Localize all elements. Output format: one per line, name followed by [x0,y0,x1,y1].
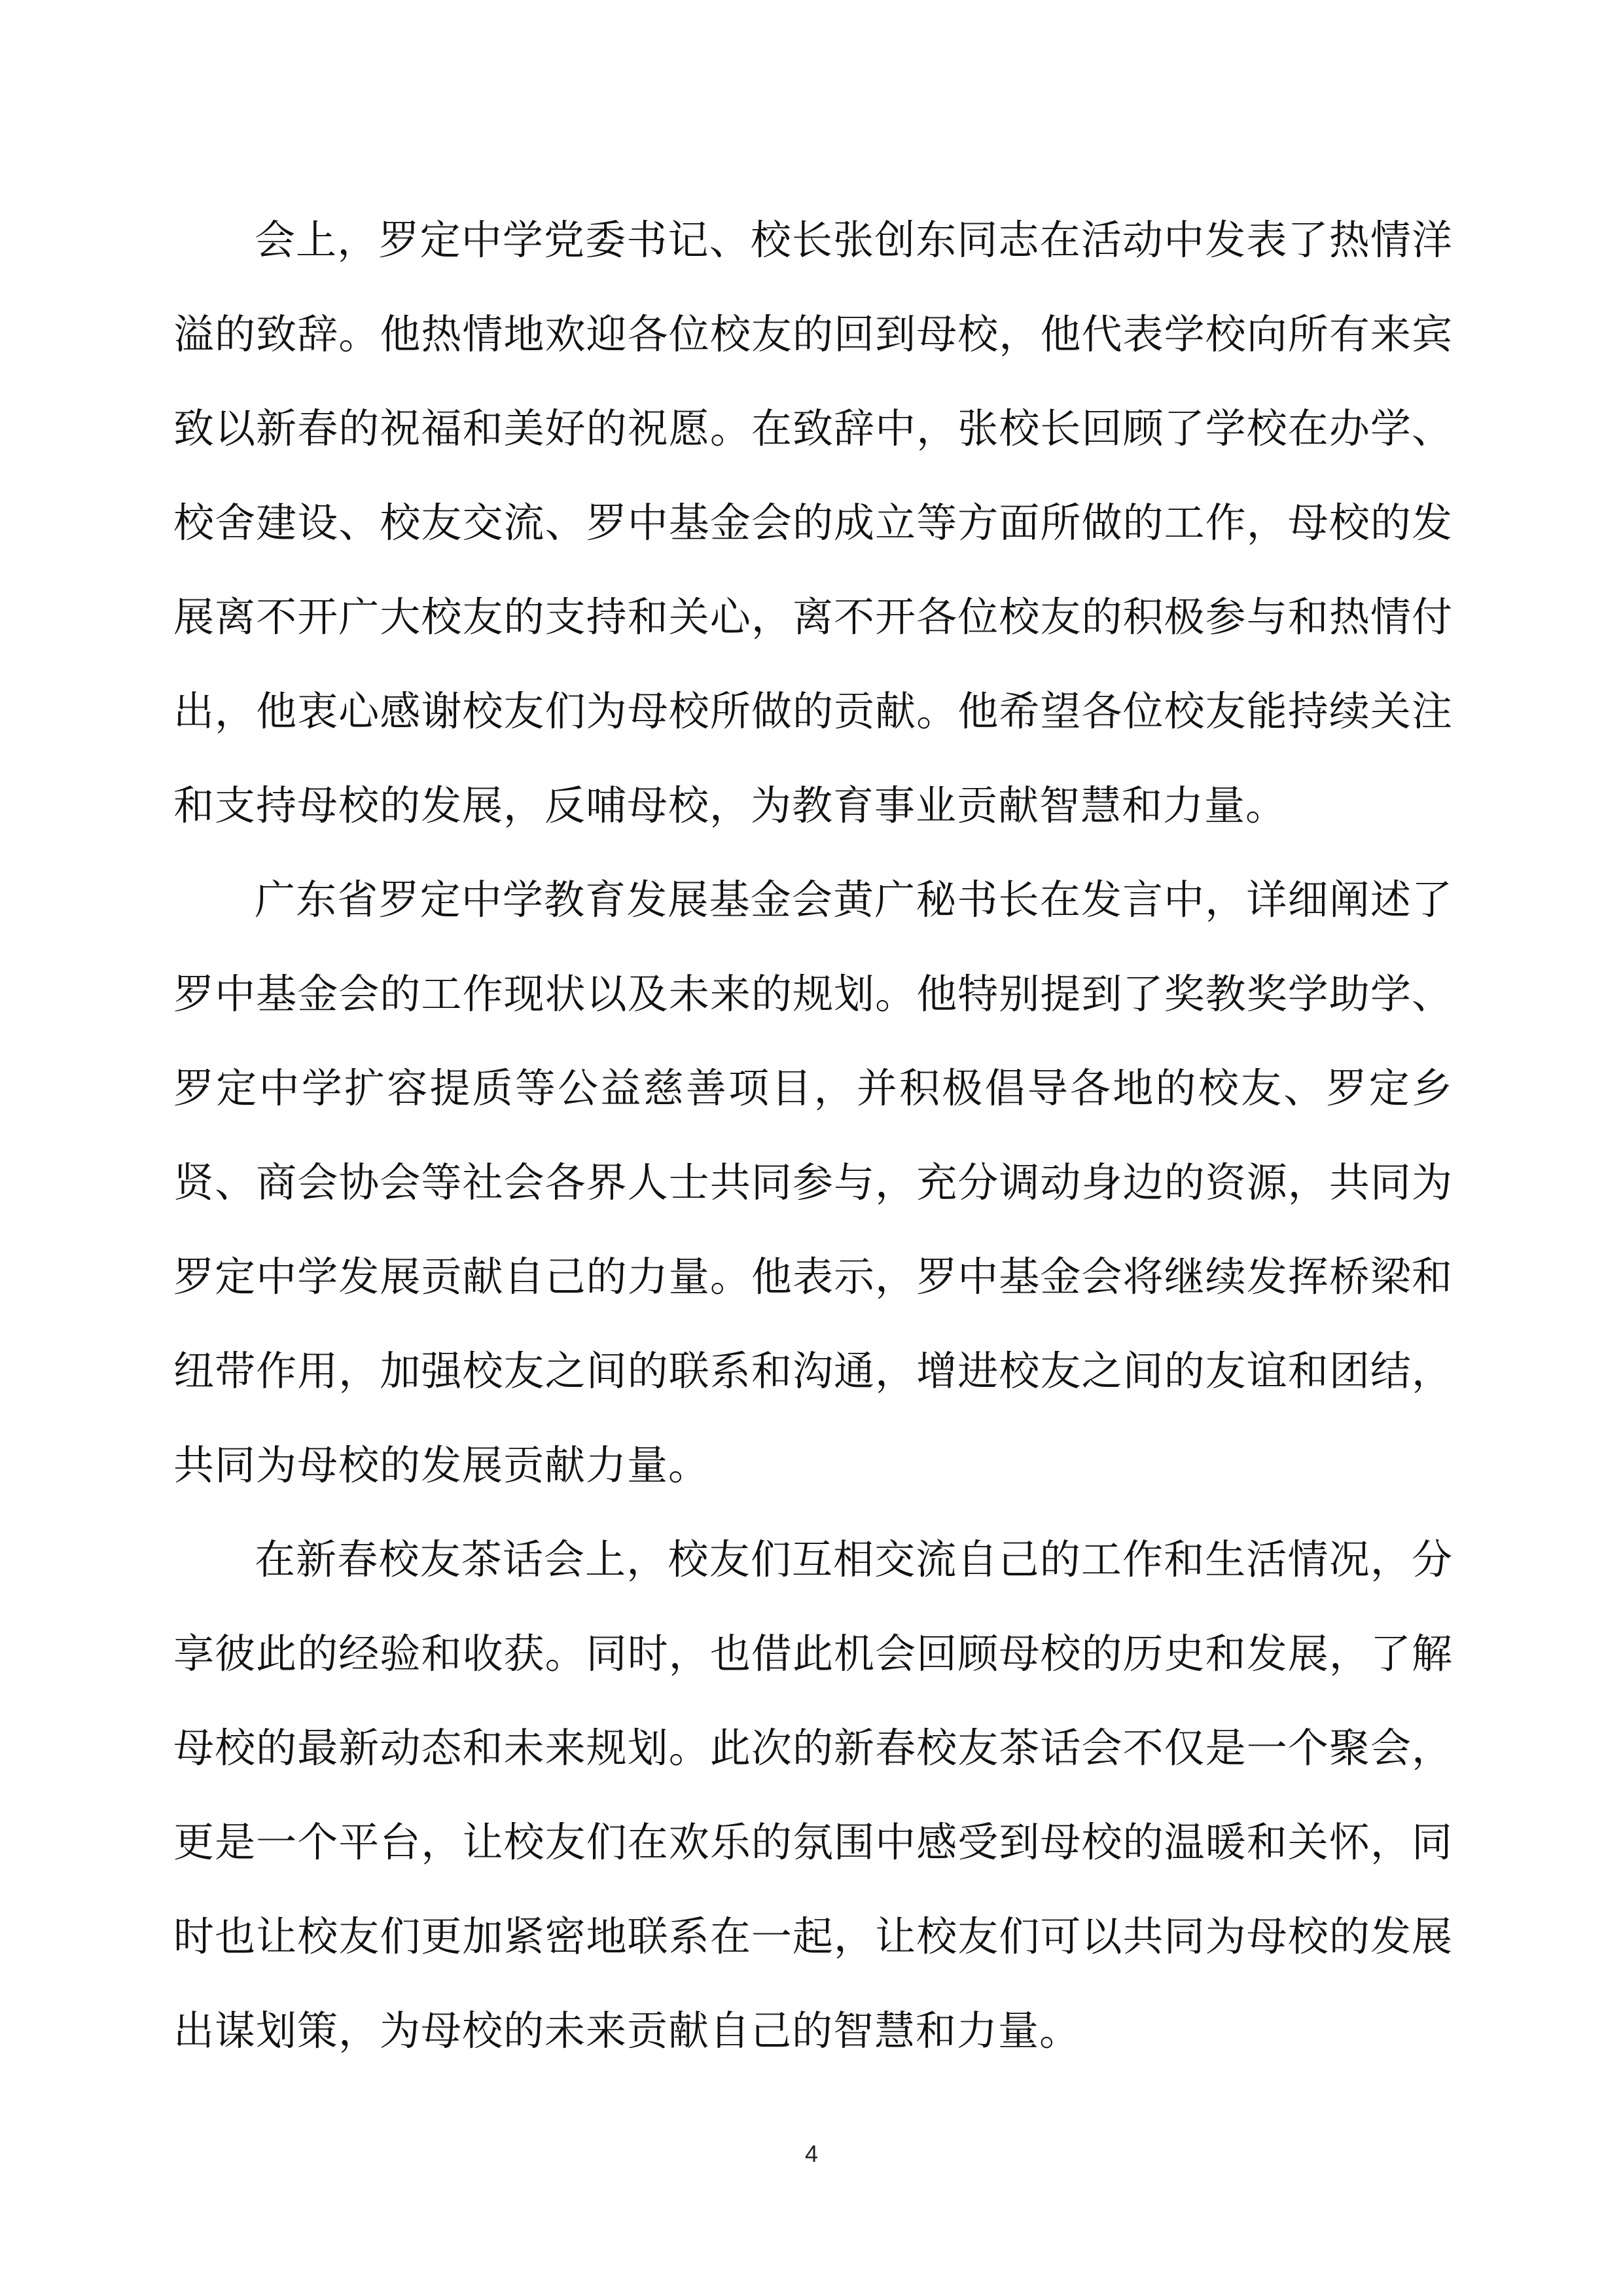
paragraph-2: 广东省罗定中学教育发展基金会黄广秘书长在发言中，详细阐述了罗中基金会的工作现状以及未来的规划。他特别提到了奖教奖学助学、罗定中学扩容提质等公益慈善项目，并积极倡导各地的校友、罗定乡贤、商会协会等社会各界人士共同参与，充分调动身边的资源，共同为罗定中学发展贡献自己的力量。他表示，罗中基金会将继续发挥桥梁和纽带作用，加强校友之间的联系和沟通，增进校友之间的友谊和团结，共同为母校的发展贡献力量。 [173,876,1453,1489]
page-number: 4 [804,2140,819,2167]
paragraph-1: 会上，罗定中学党委书记、校长张创东同志在活动中发表了热情洋溢的致辞。他热情地欢迎各位校友的回到母校，他代表学校向所有来宾致以新春的祝福和美好的祝愿。在致辞中，张校长回顾了学校在办学、校舍建设、校友交流、罗中基金会的成立等方面所做的工作，母校的发展离不开广大校友的支持和关心，离不开各位校友的积极参与和热情付出，他衷心感谢校友们为母校所做的贡献。他希望各位校友能持续关注和支持母校的发展，反哺母校，为教育事业贡献智慧和力量。 [173,216,1453,829]
body-text [173,193,1453,2078]
paragraph-3: 在新春校友茶话会上，校友们互相交流自己的工作和生活情况，分享彼此的经验和收获。同时，也借此机会回顾母校的历史和发展，了解母校的最新动态和未来规划。此次的新春校友茶话会不仅是一个聚会，更是一个平台，让校友们在欢乐的氛围中感受到母校的温暖和关怀，同时也让校友们更加紧密地联系在一起，让校友们可以共同为母校的发展出谋划策，为母校的未来贡献自己的智慧和力量。 [173,1535,1453,2054]
